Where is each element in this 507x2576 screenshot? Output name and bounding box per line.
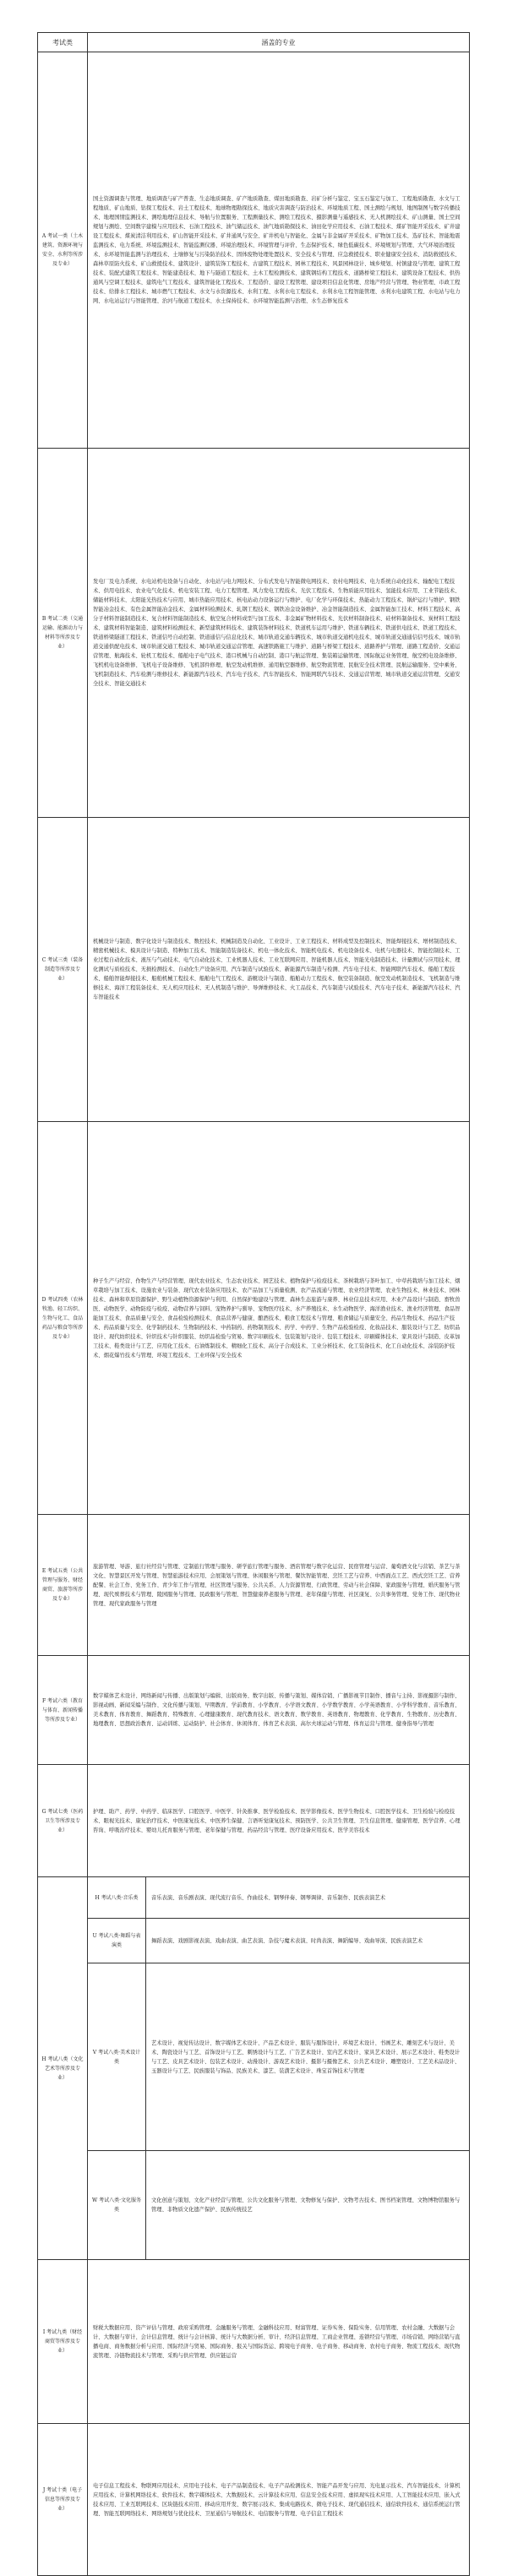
exam-category-label: C 考试三类（装备制造等所涉及专业） xyxy=(41,957,84,982)
exam-category-label: E 考试五类（公共管理与服务、财经商贸、旅游等所涉及专业） xyxy=(41,1568,84,1602)
subcategory-majors-cell xyxy=(146,2151,470,2260)
table-row xyxy=(38,2260,470,2424)
majors-text: 音乐表演、音乐剧表演、现代流行音乐、作曲技术、钢琴伴奏、钢琴调律、音乐制作、民族表演艺术 xyxy=(151,1894,386,1901)
table-row xyxy=(38,52,470,449)
subcategory-label: V 考试八类·美术设计类 xyxy=(92,2049,141,2065)
major-category-table xyxy=(37,32,470,2576)
majors-text: 艺术设计、视觉传达设计、数字媒体艺术设计、产品艺术设计、服装与服饰设计、环境艺术设计、书画艺术、雕刻艺术与设计、美术、陶瓷设计与工艺、首饰设计与工艺、刺绣设计与工艺、广告艺术设计、室内艺术设计、家具艺术设计、展示艺术设计、鞋类设计与工艺、皮具艺术设计、包装艺术设计、动漫设计、游戏艺术设计、摄影与摄像艺术、公共艺术设计、雕塑设计、工艺美术品设计、玉器设计与工艺、民族服装与饰品、民族美术、漆艺、装潢艺术设计、珠宝首饰技术与管理 xyxy=(151,2040,461,2074)
majors-text: 机械设计与制造、数字化设计与制造技术、数控技术、机械制造及自动化、工业设计、工业工程技术、材料成型及控制技术、智能焊接技术、增材制造技术、精密机械技术、模具设计与制造、特种加工技术、智能制造装备技术、机电一体化技术、智能机电技术、机电设备技术、电机与电器技术、智能控制技术、工业过程自动化技术、液压与气动技术、电气自动化技术、工业机器人技术、工业互联网应用、智能机器人技术、智能光电制造技术、计量测试与应用技术、理化测试与质检技术、无损检测技术、自动化生产设备应用、汽车制造与试验技术、新能源汽车制造与检测、汽车电子技术、智能网联汽车技术、船舶工程技术、船舶智能焊接技术、船舶机械工程技术、船舶电气工程技术、游艇设计与制造、船舶动力工程技术、航空装备制造、航空发动机制造技术、飞机制造与维修技术、海洋工程装备技术、无人机应用技术、无人机制造与维护、导弹维修技术、火工品技术、汽车制造与试验技术、汽车电子技术、新能源汽车技术、汽车智能技术 xyxy=(93,939,461,1000)
exam-category-label: G 考试七类（医药卫生等所涉及专业） xyxy=(41,1808,84,1833)
subcategory-row xyxy=(88,1963,469,2151)
exam-category-cell xyxy=(38,1765,88,1877)
majors-cell xyxy=(88,1122,470,1515)
table-row xyxy=(38,2424,470,2576)
header-exam-category: 考试类 xyxy=(38,33,88,52)
majors-text: 护理、助产、药学、中药学、临床医学、口腔医学、中医学、针灸推拿、医学检验技术、医学影像技术、医学生物技术、口腔医学技术、卫生检验与检疫技术、眼视光技术、康复治疗技术、中医康复技术、中医养生保健、言语听觉康复技术、预防医学、公共卫生管理、卫生信息管理、健康管理、医学营养、心理咨询、呼吸治疗技术、婴幼儿托育服务与管理、老年保健与管理、药品经营与管理、医疗设备应用技术、医学美容技术 xyxy=(93,1808,461,1833)
subcategory-label-cell xyxy=(88,2151,146,2260)
exam-category-cell xyxy=(38,52,88,449)
subcategory-table xyxy=(88,1877,469,2259)
table-header-row xyxy=(38,33,470,52)
majors-text: 种子生产与经营、作物生产与经营管理、现代农业技术、生态农业技术、园艺技术、植物保护与检疫技术、茶树栽培与茶叶加工、中草药栽培与加工技术、烟草栽培与加工技术、设施农业与装备、现代农业装备应用技术、农产品加工与质量检测、农产品流通与管理、农业经济管理、农业生物技术、林业技术、园林技术、森林和草原资源保护、野生动植物资源保护与利用、自然保护地建设与管理、森林生态旅游与康养、林业信息技术应用、木业产品设计与制造、畜牧兽医、动物医学、动物防疫与检疫、动物营养与饲料、宠物养护与驯导、宠物医疗技术、水产养殖技术、水生动物医学、海洋渔业技术、渔业经济管理、食品智能加工技术、食品质量与安全、食品检验检测技术、食品营养与健康、酿酒技术、粮食工程技术与管理、粮食储运与质量安全、药品生物技术、药品生产技术、药品质量与安全、化学制药技术、生物制药技术、中药制药、药物制剂技术、药学、中药学、生物产品检验检疫、化妆品技术、服装设计与工艺、纺织品设计、现代纺织技术、针织技术与针织服装、纺织品检验与贸易、数字印刷技术、包装策划与设计、包装工程技术、印刷媒体技术、家具设计与制造、皮革加工技术、鞋类设计与工艺、应用化工技术、石油炼制技术、精细化工技术、高分子合成技术、工业分析技术、化工装备技术、化工自动化技术、涂装防护技术、烟花爆竹技术与管理、环境工程技术、工业环保与安全技术 xyxy=(93,1277,461,1359)
subcategory-label: H 考试八类·音乐类 xyxy=(95,1894,139,1901)
table-row xyxy=(38,1122,470,1515)
exam-category-cell xyxy=(38,1122,88,1515)
table-row xyxy=(38,818,470,1122)
subcategory-row xyxy=(88,1877,469,1919)
subcategory-majors-cell xyxy=(146,1919,470,1963)
table-row xyxy=(38,1656,470,1765)
subcategory-label-cell xyxy=(88,1877,146,1919)
header-majors: 涵盖的专业 xyxy=(88,33,470,52)
majors-text: 财税大数据应用、资产评估与管理、政府采购管理、金融服务与管理、金融科技应用、财富管理、证券实务、保险实务、信用管理、农村金融、大数据与会计、大数据与审计、会计信息管理、统计与会计核算、统计与大数据分析、审计、经济信息管理、工商企业管理、连锁经营与管理、市场营销、网络营销与直播电商、商务数据分析与应用、国际经济与贸易、国际商务、报关与国际货运、跨境电子商务、电子商务、移动商务、农村电子商务、物流工程技术、现代物流管理、冷链物流技术与管理、采购与供应管理、供应链运营 xyxy=(93,2324,461,2359)
majors-cell xyxy=(88,2424,470,2576)
exam-category-label: A 考试一类（土木建筑、资源环境与安全、水利等所涉及专业） xyxy=(41,233,84,267)
majors-cell xyxy=(88,1656,470,1765)
subcategory-cell xyxy=(88,1877,470,2260)
majors-cell xyxy=(88,818,470,1122)
subcategory-label: W 考试八类·文化服务类 xyxy=(92,2197,141,2213)
exam-category-cell xyxy=(38,2424,88,2576)
subcategory-majors-cell xyxy=(146,1963,470,2151)
majors-cell xyxy=(88,1765,470,1877)
majors-text: 数字媒体艺术设计、网络新闻与传播、出版策划与编辑、出版商务、数字出版、传播与策划、媒体营销、广播影视节目制作、播音与主持、影视摄影与制作、影视动画、新闻采编与制作、文化传播与策划、早期教育、学前教育、小学教育、小学语文教育、小学数学教育、小学英语教育、小学科学教育、音乐教育、美术教育、体育教育、舞蹈教育、特殊教育、心理健康教育、现代教育技术、语文教育、数学教育、英语教育、物理教育、化学教育、生物教育、历史教育、地理教育、思想政治教育、运动训练、运动防护、社会体育、休闲体育、体育艺术表演、高尔夫球运动与管理、体育运营与管理、健身指导与管理 xyxy=(93,1693,461,1727)
subcategory-row xyxy=(88,1919,469,1963)
subcategory-label: U 考试八类·舞蹈与表演类 xyxy=(92,1933,141,1948)
majors-text: 舞蹈表演、戏剧影视表演、戏曲表演、曲艺表演、杂技与魔术表演、时尚表演、舞蹈编导、戏曲导演、民族表演艺术 xyxy=(151,1937,423,1944)
majors-text: 电子信息工程技术、物联网应用技术、应用电子技术、电子产品制造技术、电子产品检测技术、智能产品开发与应用、光电显示技术、汽车智能技术、计算机应用技术、计算机网络技术、软件技术、数字媒体技术、大数据技术、云计算技术应用、信息安全技术应用、虚拟现实技术应用、人工智能技术应用、嵌入式技术应用、工业互联网技术、区块链技术应用、移动应用开发、数字展示技术、集成电路技术、微电子技术、现代通信技术、通信软件技术、通信系统运行管理、智能互联网络技术、网络规划与优化技术、卫星通信与导航技术、电信服务与管理、电子信息工程技术 xyxy=(93,2482,461,2517)
exam-category-label: D 考试四类（农林牧渔、轻工纺织、生物与化工、食品药品与粮食等所涉及专业） xyxy=(41,1296,84,1340)
exam-category-label: B 考试二类（交通运输、能源动力与材料等所涉及专业） xyxy=(41,616,84,650)
exam-category-label: J 考试十类（电子信息等所涉及专业） xyxy=(42,2487,83,2512)
table-row xyxy=(38,1765,470,1877)
subcategory-majors-cell xyxy=(146,1877,470,1919)
exam-category-cell xyxy=(38,1515,88,1656)
exam-category-label: F 考试六类（教育与体育、新闻传播等所涉及专业） xyxy=(41,1697,84,1723)
majors-cell xyxy=(88,2260,470,2424)
subcategory-label-cell xyxy=(88,1919,146,1963)
majors-text: 发电厂及电力系统、水电站机电设备与自动化、水电站与电力网技术、分布式发电与智能微电网技术、农村电网技术、电力系统自动化技术、输配电工程技术、供用电技术、农业电气化技术、机电安装工程、电力工程管理、风力发电工程技术、光伏工程技术、生物质能应用技术、氢能技术应用、工业节能技术、储能材料技术、太阳能光热技术与应用、城市热能应用技术、核电站动力设备运行与维护、电厂化学与环保技术、热能动力工程技术、锅炉运行与维护、钢铁智能冶金技术、有色金属智能冶金技术、金属材料检测技术、轧钢工程技术、钢铁冶金设备维护、冶金智能制造技术、金属智能加工技术、材料工程技术、高分子材料智能制造技术、复合材料智能制造技术、航空复合材料成型与加工技术、非金属矿物材料技术、光伏材料制备技术、硅材料制备技术、炭材料工程技术、建筑材料智能制造、建筑材料检测技术、新型建筑材料技术、建筑装饰材料技术、铁道机车运用与维护、铁道车辆技术、铁道供电技术、铁道工程技术、铁道桥梁隧道工程技术、铁道信号自动控制、铁道通信与信息化技术、城市轨道交通车辆技术、城市轨道交通机电技术、城市轨道交通通信信号技术、城市轨道交通供配电技术、城市轨道交通工程技术、城市轨道交通运营管理、高速铁路施工与维护、道路与桥梁工程技术、道路养护与管理、道路工程造价、交通运营管理、航海技术、轮机工程技术、船舶电子电气技术、港口机械与自动控制、港口与航运管理、集装箱运输管理、国际航运业务管理、航空机电设备维修、飞机机电设备维修、飞机电子设备维修、飞机部件修理、航空发动机维修、通用航空器维修、航空物流管理、民航安全技术管理、民航运输服务、空中乘务、飞机制造技术、汽车检测与维修技术、新能源汽车技术、汽车电子技术、汽车智能技术、智能网联汽车技术、交通运营管理、城市轨道交通运营管理、交通安全技术、智能交通技术 xyxy=(93,579,461,687)
majors-cell xyxy=(88,52,470,449)
table-row xyxy=(38,1515,470,1656)
exam-category-cell xyxy=(38,449,88,818)
subcategory-label-cell xyxy=(88,1963,146,2151)
exam-category-cell xyxy=(38,1877,88,2260)
majors-text: 文化创意与策划、文化产业经营与管理、公共文化服务与管理、文物修复与保护、文物考古技术、图书档案管理、文物博物馆服务与管理、非物质文化遗产保护、民族传统技艺 xyxy=(151,2197,461,2213)
subcategory-row xyxy=(88,2151,469,2260)
exam-category-cell xyxy=(38,1656,88,1765)
majors-cell xyxy=(88,449,470,818)
majors-text: 国土资源调查与管理、地质调查与矿产普查、生态地质调查、矿产地质勘查、煤田地质勘查、岩矿分析与鉴定、宝玉石鉴定与加工、工程地质勘查、水文与工程地质、矿山地质、钻探工程技术、岩土工程技术、地球物理勘探技术、地质灾害调查与防治技术、环境地质工程、国土测绘与规划、地图制图与数字传播技术、地理国情监测技术、测绘地理信息技术、导航与位置服务、工程测量技术、测绘工程技术、摄影测量与遥感技术、无人机测绘技术、矿山测量、国土空间规划与测绘、空间数字建模与应用技术、石油工程技术、油气储运技术、油气地质勘探技术、油田化学应用技术、石油工程技术、煤矿智能开采技术、矿井建设工程技术、煤炭清洁利用技术、矿山智能开采技术、矿井通风与安全、矿井机电与智能化、金属与非金属矿开采技术、矿物加工技术、选矿技术、智能地震监测技术、电力系统、环境监测技术、智能监测仪器、环境治理技术、环境管理与评价、生态保护技术、绿色低碳技术、环境规划与管理、大气环境治理技术、水环境智能监测与治理技术、土壤修复与污染防治技术、固体废物处理处置技术、安全技术与管理、应急救援技术、职业健康安全技术、消防救援技术、森林草原防火技术、矿山救援技术、建筑设计、建筑装饰工程技术、古建筑工程技术、园林工程技术、风景园林设计、城乡规划、村镇建设与管理、建筑工程技术、装配式建筑工程技术、智能建造技术、地下与隧道工程技术、土木工程检测技术、建筑钢结构工程技术、道路桥梁工程技术、建筑设备工程技术、供热通风与空调工程技术、建筑电气工程技术、建筑智能化工程技术、工程造价、建设工程管理、建设项目信息化管理、房地产经营与管理、物业管理、市政工程技术、给排水工程技术、城市燃气工程技术、水文与水资源技术、水利工程、水利水电工程技术、水利水电工程智能管理、水利水电建筑工程、水电站与电力网、水电站运行与智能管理、治河与航道工程技术、水土保持技术、水环境智能监测与治理、水生态修复技术 xyxy=(93,196,461,304)
majors-cell xyxy=(88,1515,470,1656)
exam-category-cell xyxy=(38,818,88,1122)
exam-category-label: I 考试九类（财经商贸等所涉及专业） xyxy=(42,2329,83,2354)
majors-text: 旅游管理、导游、旅行社经营与管理、定制旅行管理与服务、研学旅行管理与服务、酒店管理与数字化运营、民宿管理与运营、葡萄酒文化与营销、茶艺与茶文化、智慧景区开发与管理、智慧旅游技术应用、会展策划与管理、休闲服务与管理、餐饮智能管理、烹饪工艺与营养、中西面点工艺、西式烹饪工艺、营养配餐、社会工作、党务工作、青少年工作与管理、社区管理与服务、公共关系、人力资源管理、行政管理、劳动与社会保障、家政服务与管理、婚庆服务与管理、现代殡葬技术与管理、陵园服务与管理、民政服务与管理、智慧健康养老服务与管理、老年保健与管理、社区康复、公共事务管理、党务工作、现代物业管理、现代家政服务与管理 xyxy=(93,1563,461,1607)
table-row xyxy=(38,1877,470,2260)
exam-category-label: H 考试八类（文化艺术等所涉及专业） xyxy=(41,2056,84,2081)
exam-category-cell xyxy=(38,2260,88,2424)
table-row xyxy=(38,449,470,818)
